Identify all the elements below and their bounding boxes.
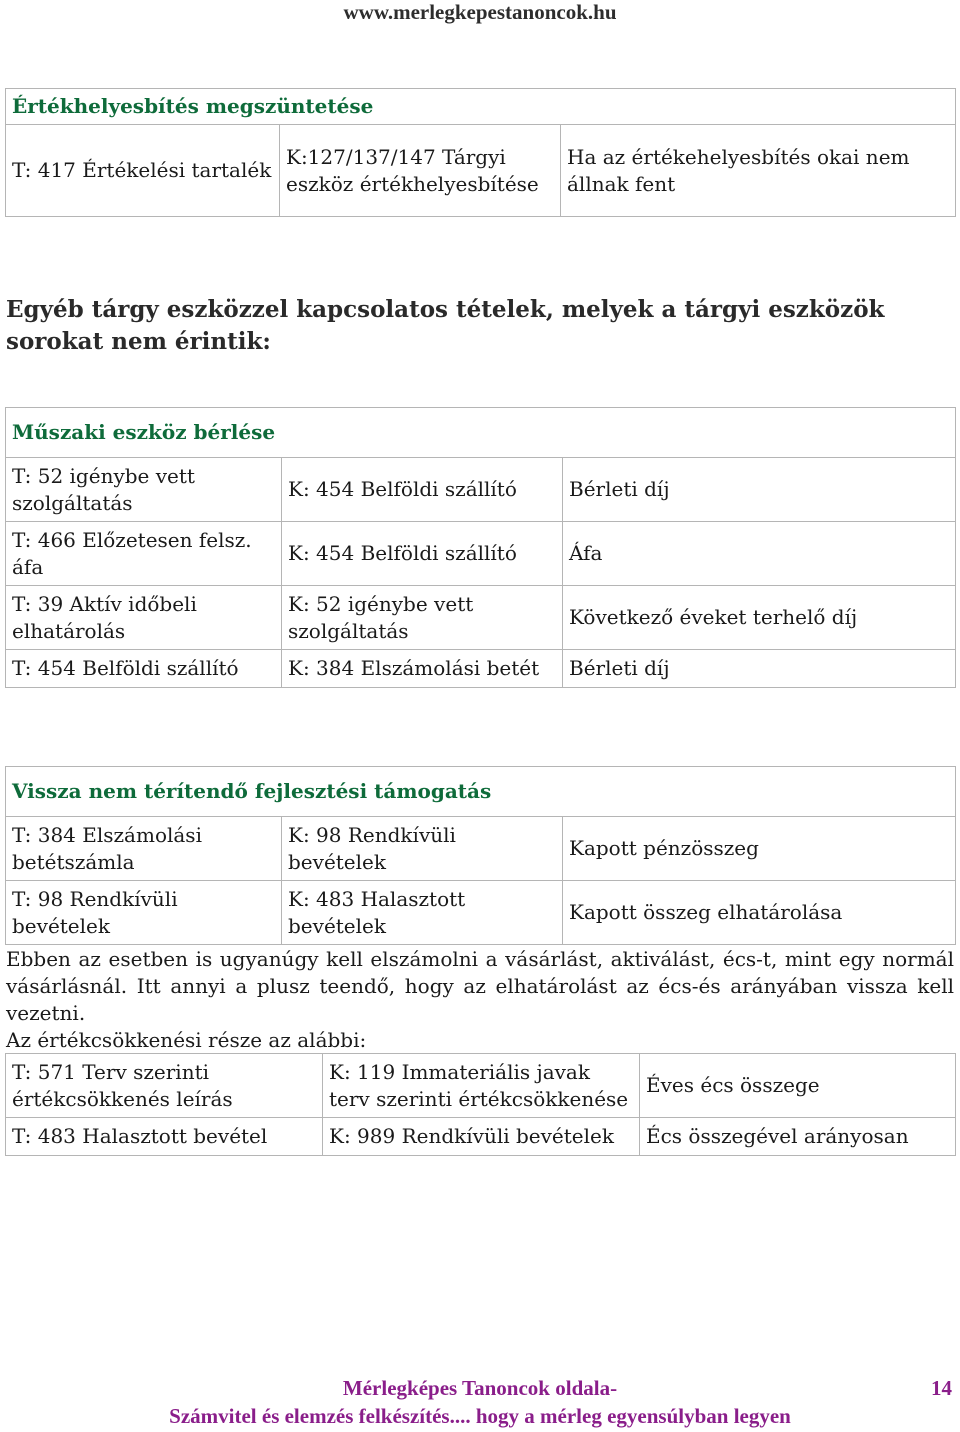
table-development-grant xyxy=(5,766,956,945)
credit-cell: K: 483 Halasztott bevételek xyxy=(282,881,563,945)
description-cell: Kapott összeg elhatárolása xyxy=(563,881,956,945)
table-row xyxy=(6,881,956,945)
table-title: Vissza nem térítendő fejlesztési támogatás xyxy=(6,767,956,817)
table-title: Értékhelyesbítés megszüntetése xyxy=(6,89,956,125)
credit-cell: K: 454 Belföldi szállító xyxy=(282,522,563,586)
credit-cell: K: 989 Rendkívüli bevételek xyxy=(323,1118,640,1156)
credit-cell: K: 384 Elszámolási betét xyxy=(282,650,563,688)
description-cell: Bérleti díj xyxy=(563,458,956,522)
section-heading: Egyéb tárgy eszközzel kapcsolatos tételek, melyek a tárgyi eszközök sorokat nem érintik: xyxy=(6,296,885,355)
debit-cell: T: 483 Halasztott bevétel xyxy=(6,1118,323,1156)
debit-cell: T: 39 Aktív időbeli elhatárolás xyxy=(6,586,282,650)
footer-site-name: Mérlegképes Tanoncok oldala- xyxy=(342,1376,618,1400)
debit-cell: T: 384 Elszámolási betétszámla xyxy=(6,817,282,881)
table-value-adjustment-removal xyxy=(5,88,956,217)
credit-cell: K: 98 Rendkívüli bevételek xyxy=(282,817,563,881)
credit-cell: K: 52 igénybe vett szolgáltatás xyxy=(282,586,563,650)
header-url: www.merlegkepestanoncok.hu xyxy=(343,0,617,24)
table-row xyxy=(6,586,956,650)
debit-cell: T: 52 igénybe vett szolgáltatás xyxy=(6,458,282,522)
description-cell: Ha az értékehelyesbítés okai nem állnak fent xyxy=(561,125,956,217)
debit-cell: T: 466 Előzetesen felsz. áfa xyxy=(6,522,282,586)
debit-cell: T: 571 Terv szerinti értékcsökkenés leírás xyxy=(6,1054,323,1118)
description-cell: Következő éveket terhelő díj xyxy=(563,586,956,650)
debit-cell: T: 454 Belföldi szállító xyxy=(6,650,282,688)
description-cell: Éves écs összege xyxy=(640,1054,956,1118)
page-number: 14 xyxy=(931,1376,952,1400)
description-cell: Áfa xyxy=(563,522,956,586)
table-depreciation xyxy=(5,1053,956,1156)
table-row xyxy=(6,817,956,881)
footer-tagline: Számvitel és elemzés felkészítés.... hogy a mérleg egyensúlyban legyen xyxy=(169,1404,791,1428)
credit-cell: K: 454 Belföldi szállító xyxy=(282,458,563,522)
credit-cell: K:127/137/147 Tárgyi eszköz értékhelyesbítése xyxy=(280,125,561,217)
credit-cell: K: 119 Immateriális javak terv szerinti értékcsökkenése xyxy=(323,1054,640,1118)
description-cell: Kapott pénzösszeg xyxy=(563,817,956,881)
paragraph: Ebben az esetben is ugyanúgy kell elszámolni a vásárlást, aktiválást, écs-t, mint egy normál vásárlásnál. Itt annyi a plusz teendő, hogy az elhatárolást az écs-és arányában vissza kell vezetni. xyxy=(6,947,954,1025)
debit-cell: T: 98 Rendkívüli bevételek xyxy=(6,881,282,945)
paragraph-intro: Az értékcsökkenési része az alábbi: xyxy=(6,1028,367,1052)
table-row xyxy=(6,650,956,688)
table-row xyxy=(6,1118,956,1156)
table-row xyxy=(6,458,956,522)
description-cell: Bérleti díj xyxy=(563,650,956,688)
table-row xyxy=(6,522,956,586)
table-row xyxy=(6,1054,956,1118)
table-equipment-lease xyxy=(5,407,956,688)
table-title: Műszaki eszköz bérlése xyxy=(6,408,956,458)
description-cell: Écs összegével arányosan xyxy=(640,1118,956,1156)
debit-cell: T: 417 Értékelési tartalék xyxy=(6,125,280,217)
